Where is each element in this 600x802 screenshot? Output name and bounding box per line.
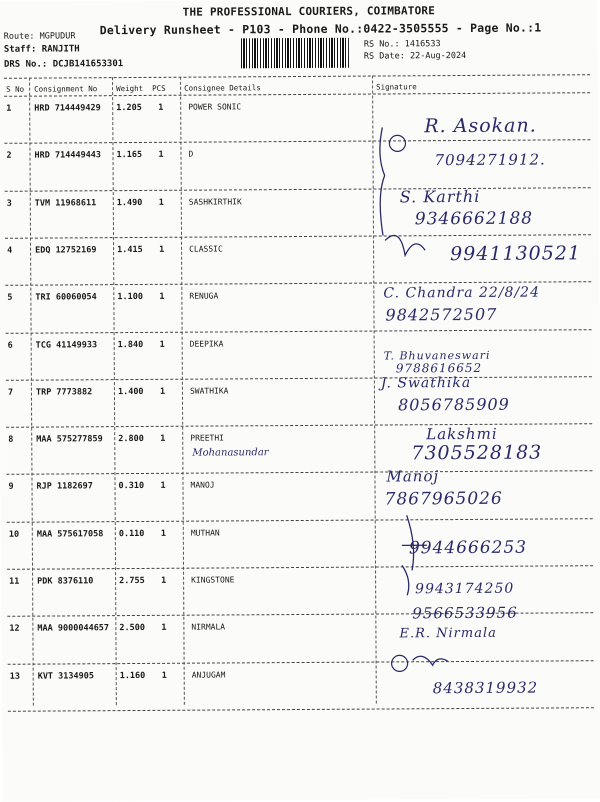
row-consignee: ANJUGAM bbox=[191, 670, 226, 680]
row-sno: 2 bbox=[6, 151, 12, 162]
row-sno: 10 bbox=[8, 529, 20, 540]
row-signature-phone: 9944666253 bbox=[408, 537, 528, 559]
row-rule bbox=[6, 329, 592, 334]
row-consignee: MANOJ bbox=[190, 480, 215, 491]
row-signature-phone: 7305528183 bbox=[411, 441, 543, 465]
row-consignee: D bbox=[188, 149, 194, 159]
row-weight: 0.310 bbox=[118, 481, 145, 492]
row-consignment-no: PDK 8376110 bbox=[37, 576, 94, 587]
rs-number: RS No.: 1416533 bbox=[363, 39, 441, 50]
row-signature-name: C. Chandra 22/8/24 bbox=[383, 284, 541, 302]
row-signature-phone: 8438319932 bbox=[432, 678, 539, 698]
col-divider bbox=[372, 76, 377, 704]
row-weight: 2.500 bbox=[119, 623, 146, 634]
row-sno: 3 bbox=[6, 198, 12, 209]
row-consignment-no: MAA 575617058 bbox=[36, 528, 104, 540]
signature-scribble bbox=[385, 235, 425, 255]
delivery-table bbox=[4, 74, 594, 706]
row-signature-name: S. Karthi bbox=[399, 186, 481, 207]
row-consignment-no: HRD 714449429 bbox=[34, 103, 101, 114]
row-signature-name: R. Asokan. bbox=[424, 114, 537, 138]
row-rule bbox=[8, 707, 594, 712]
row-weight: 1.160 bbox=[119, 670, 146, 681]
row-consignee: DEEPIKA bbox=[189, 338, 224, 349]
row-consignment-no: TVM 11968611 bbox=[34, 197, 97, 209]
row-sno: 4 bbox=[7, 245, 13, 256]
row-weight: 2.755 bbox=[119, 575, 145, 587]
row-sno: 13 bbox=[9, 671, 20, 682]
col-header-consignee: Consignee Details bbox=[184, 83, 261, 93]
rs-date: RS Date: 22-Aug-2024 bbox=[363, 50, 467, 62]
row-signature-name: E.R. Nirmala bbox=[399, 625, 497, 642]
row-rule bbox=[6, 423, 592, 428]
row-sno: 8 bbox=[8, 434, 14, 445]
row-rule bbox=[5, 187, 591, 192]
row-weight: 0.110 bbox=[118, 528, 145, 539]
row-consignment-no: TRP 7773882 bbox=[35, 387, 93, 398]
row-signature-phone: 9842572507 bbox=[385, 304, 498, 325]
row-consignment-no: MAA 9000044657 bbox=[37, 623, 110, 634]
row-weight: 1.415 bbox=[117, 244, 143, 256]
row-rule bbox=[7, 518, 593, 523]
col-header-consignment: Consignment No bbox=[34, 84, 98, 94]
row-consignment-no: MAA 575277859 bbox=[36, 434, 103, 445]
barcode bbox=[241, 38, 349, 69]
row-pcs: 1 bbox=[160, 433, 166, 444]
staff-label: Staff: RANJITH bbox=[3, 44, 80, 55]
row-consignee: CLASSIC bbox=[189, 244, 223, 254]
col-header-weight: Weight bbox=[116, 83, 144, 94]
row-signature-name: T. Bhuvaneswari bbox=[383, 348, 491, 363]
signature-circle-mark bbox=[389, 135, 405, 151]
row-pcs: 1 bbox=[159, 386, 166, 397]
row-signature-phone: 9943174250 bbox=[415, 580, 515, 598]
row-consignment-no: HRD 714449443 bbox=[34, 150, 102, 161]
row-signature-name: Lakshmi bbox=[426, 424, 498, 444]
row-pcs: 1 bbox=[161, 623, 167, 634]
col-divider bbox=[180, 77, 185, 705]
row-consignee: PREETHI bbox=[190, 433, 224, 443]
col-header-signature: Signature bbox=[376, 82, 417, 92]
row-weight: 1.100 bbox=[117, 292, 143, 303]
col-header-sno: S No bbox=[6, 84, 25, 94]
drs-number: DRS No.: DCJB141653301 bbox=[3, 59, 124, 70]
row-consignee: MUTHAN bbox=[190, 528, 220, 538]
row-signature-name: Manoj bbox=[386, 467, 440, 486]
row-consignee: NIRMALA bbox=[191, 622, 226, 632]
row-consignment-no: TRI 60060054 bbox=[35, 292, 97, 303]
row-pcs: 1 bbox=[159, 244, 165, 255]
row-pcs: 1 bbox=[158, 102, 164, 113]
row-weight: 2.800 bbox=[118, 434, 144, 445]
row-pcs: 1 bbox=[160, 481, 166, 492]
runsheet-subtitle: Delivery Runsheet - P103 - Phone No.:0422-3505555 - Page No.:1 bbox=[99, 20, 542, 38]
row-consignment-no: RJP 1182697 bbox=[36, 481, 93, 493]
row-consignee: SWATHIKA bbox=[189, 386, 229, 396]
signature-circle-mark bbox=[392, 655, 408, 671]
row-signature-phone: 9346662188 bbox=[414, 208, 534, 230]
col-divider bbox=[112, 77, 117, 705]
row-weight: 1.205 bbox=[116, 102, 142, 114]
brace-scribble bbox=[380, 127, 385, 235]
row-weight: 1.165 bbox=[116, 150, 143, 161]
row-signature-phone: 9566533956 bbox=[412, 603, 518, 623]
signature-scribble bbox=[402, 565, 409, 595]
row-sno: 1 bbox=[6, 103, 12, 114]
row-weight: 1.840 bbox=[117, 339, 144, 350]
row-consignee: RENUGA bbox=[189, 291, 219, 301]
row-sno: 6 bbox=[7, 340, 13, 351]
row-pcs: 1 bbox=[159, 339, 165, 350]
row-pcs: 1 bbox=[159, 292, 165, 303]
row-rule bbox=[7, 565, 593, 570]
row-sno: 5 bbox=[7, 292, 13, 303]
route-label: Route: MGPUDUR bbox=[3, 31, 76, 42]
row-consignment-no: KVT 3134905 bbox=[37, 670, 95, 682]
row-consignment-no: EDQ 12752169 bbox=[35, 245, 97, 256]
table-top-rule bbox=[4, 74, 590, 79]
row-signature-name: J. Swathika bbox=[380, 374, 472, 392]
row-signature-phone: 7094271912. bbox=[434, 150, 546, 170]
row-pcs: 1 bbox=[161, 670, 167, 681]
row-signature-phone: 7867965026 bbox=[384, 488, 503, 510]
row-rule bbox=[6, 376, 592, 381]
row-consignee: KINGSTONE bbox=[191, 575, 235, 585]
company-title: THE PROFESSIONAL COURIERS, COIMBATORE bbox=[182, 4, 436, 19]
row-weight: 1.490 bbox=[116, 197, 143, 208]
row-rule bbox=[5, 234, 591, 239]
col-divider bbox=[29, 78, 34, 706]
row-pcs: 1 bbox=[161, 575, 167, 586]
row-sno: 9 bbox=[8, 482, 14, 493]
row-signature-phone: 9941130521 bbox=[450, 242, 582, 266]
row-consignee: POWER SONIC bbox=[188, 102, 242, 112]
row-weight: 1.400 bbox=[117, 386, 144, 397]
row-signature-phone: 8056785909 bbox=[397, 394, 510, 415]
row-sno: 12 bbox=[9, 624, 20, 635]
row-sno: 11 bbox=[9, 576, 20, 587]
row-rule bbox=[8, 660, 594, 665]
col-header-pcs: PCS bbox=[152, 83, 166, 93]
row-signature-phone: 9788616652 bbox=[395, 360, 483, 376]
row-sno: 7 bbox=[7, 387, 14, 398]
row-consignee: SASHKIRTHIK bbox=[188, 196, 242, 207]
row-rule bbox=[6, 471, 592, 476]
row-pcs: 1 bbox=[158, 150, 164, 161]
row-consignee-note: Mohanasundar bbox=[192, 447, 269, 459]
row-rule bbox=[4, 140, 590, 145]
row-pcs: 1 bbox=[160, 528, 166, 539]
row-pcs: 1 bbox=[158, 197, 164, 208]
row-consignment-no: TCG 41149933 bbox=[35, 339, 98, 351]
